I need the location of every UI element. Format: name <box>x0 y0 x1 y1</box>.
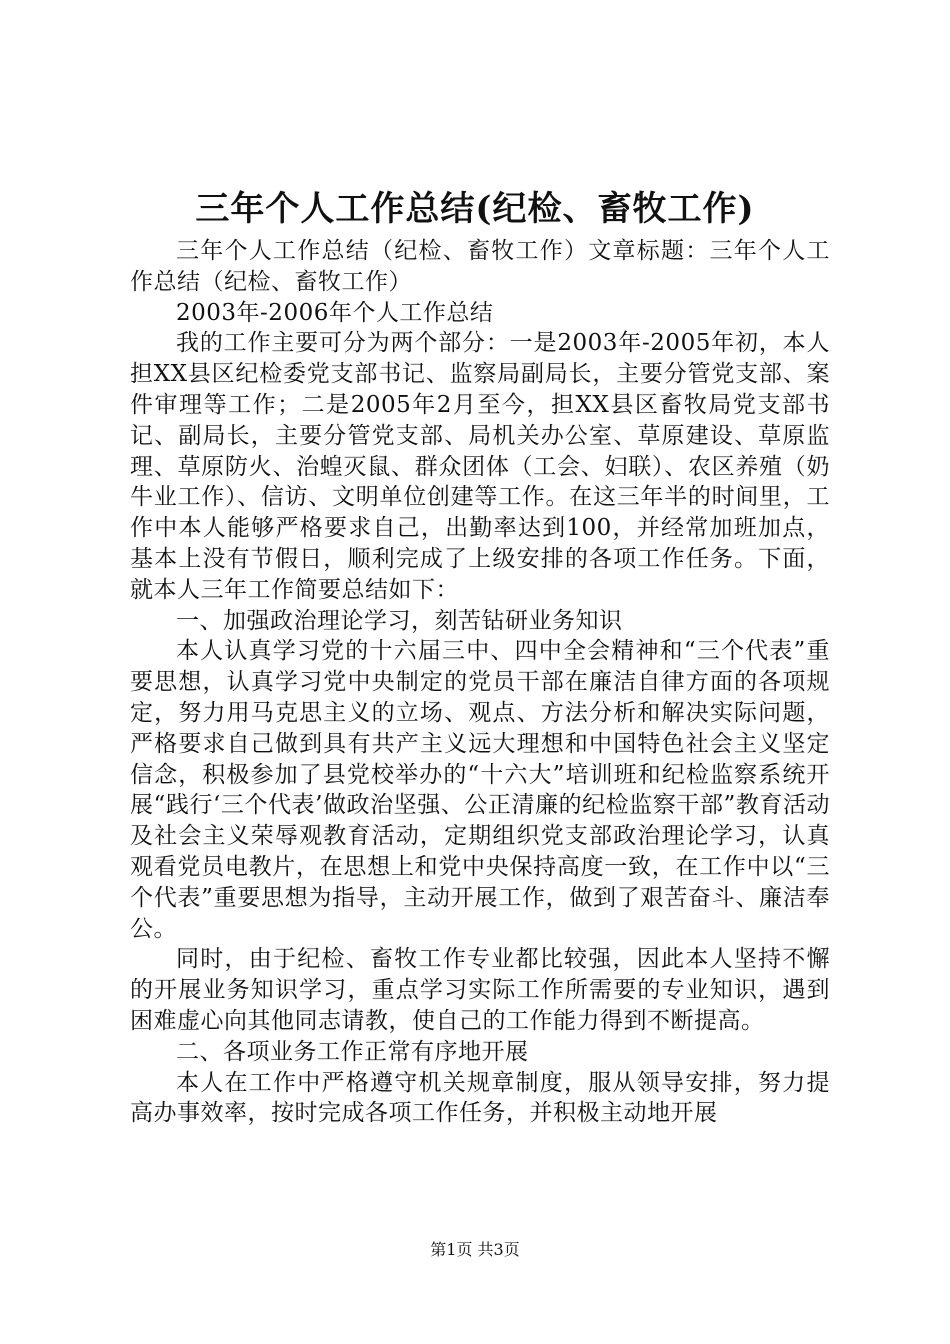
page-footer: 第1页 共3页 <box>430 1240 520 1259</box>
section-heading-2: 二、各项业务工作正常有序地开展 <box>176 1038 529 1065</box>
paragraph-work-conduct: 本人在工作中严格遵守机关规章制度，服从领导安排，努力提高办事效率，按时完成各项工作任务，并积极主动地开展 <box>130 1069 830 1127</box>
document-title: 三年个人工作总结(纪检、畜牧工作) <box>195 189 755 229</box>
document-body <box>130 236 830 1129</box>
paragraph-overview: 我的工作主要可分为两个部分：一是2003年-2005年初，本人担XX县区纪检委党支部书记、监察局副局长，主要分管党支部、案件审理等工作；二是2005年2月至今，担XX县区畜牧局党支部书记、副局长，主要分管党支部、局机关办公室、草原建设、草原监理、草原防火、治蝗灭鼠、群众团体（工会、妇联）、农区养殖（奶牛业工作）、信访、文明单位创建等工作。在这三年半的时间里，工作中本人能够严格要求自己，出勤率达到100，并经常加班加点，基本上没有节假日，顺利完成了上级安排的各项工作任务。下面，就本人三年工作简要总结如下： <box>130 330 830 603</box>
section-heading-1: 一、加强政治理论学习，刻苦钻研业务知识 <box>176 607 623 634</box>
paragraph-subtitle: 2003年-2006年个人工作总结 <box>176 299 494 326</box>
paragraph-business-study: 同时，由于纪检、畜牧工作专业都比较强，因此本人坚持不懈的开展业务知识学习，重点学习实际工作所需要的专业知识，遇到困难虚心向其他同志请教，使自己的工作能力得到不断提高。 <box>130 946 830 1034</box>
paragraph-theory-study: 本人认真学习党的十六届三中、四中全会精神和“三个代表”重要思想，认真学习党中央制定的党员干部在廉洁自律方面的各项规定，努力用马克思主义的立场、观点、方法分析和解决实际问题，严格要求自己做到具有共产主义远大理想和中国特色社会主义坚定信念，积极参加了县党校举办的“十六大”培训班和纪检监察系统开展“践行‘三个代表’做政治坚强、公正清廉的纪检监察干部”教育活动及社会主义荣辱观教育活动，定期组织党支部政治理论学习，认真观看党员电教片，在思想上和党中央保持高度一致，在工作中以“三个代表”重要思想为指导，主动开展工作，做到了艰苦奋斗、廉洁奉公。 <box>130 638 830 942</box>
paragraph-intro: 三年个人工作总结（纪检、畜牧工作）文章标题：三年个人工作总结（纪检、畜牧工作） <box>130 238 830 295</box>
